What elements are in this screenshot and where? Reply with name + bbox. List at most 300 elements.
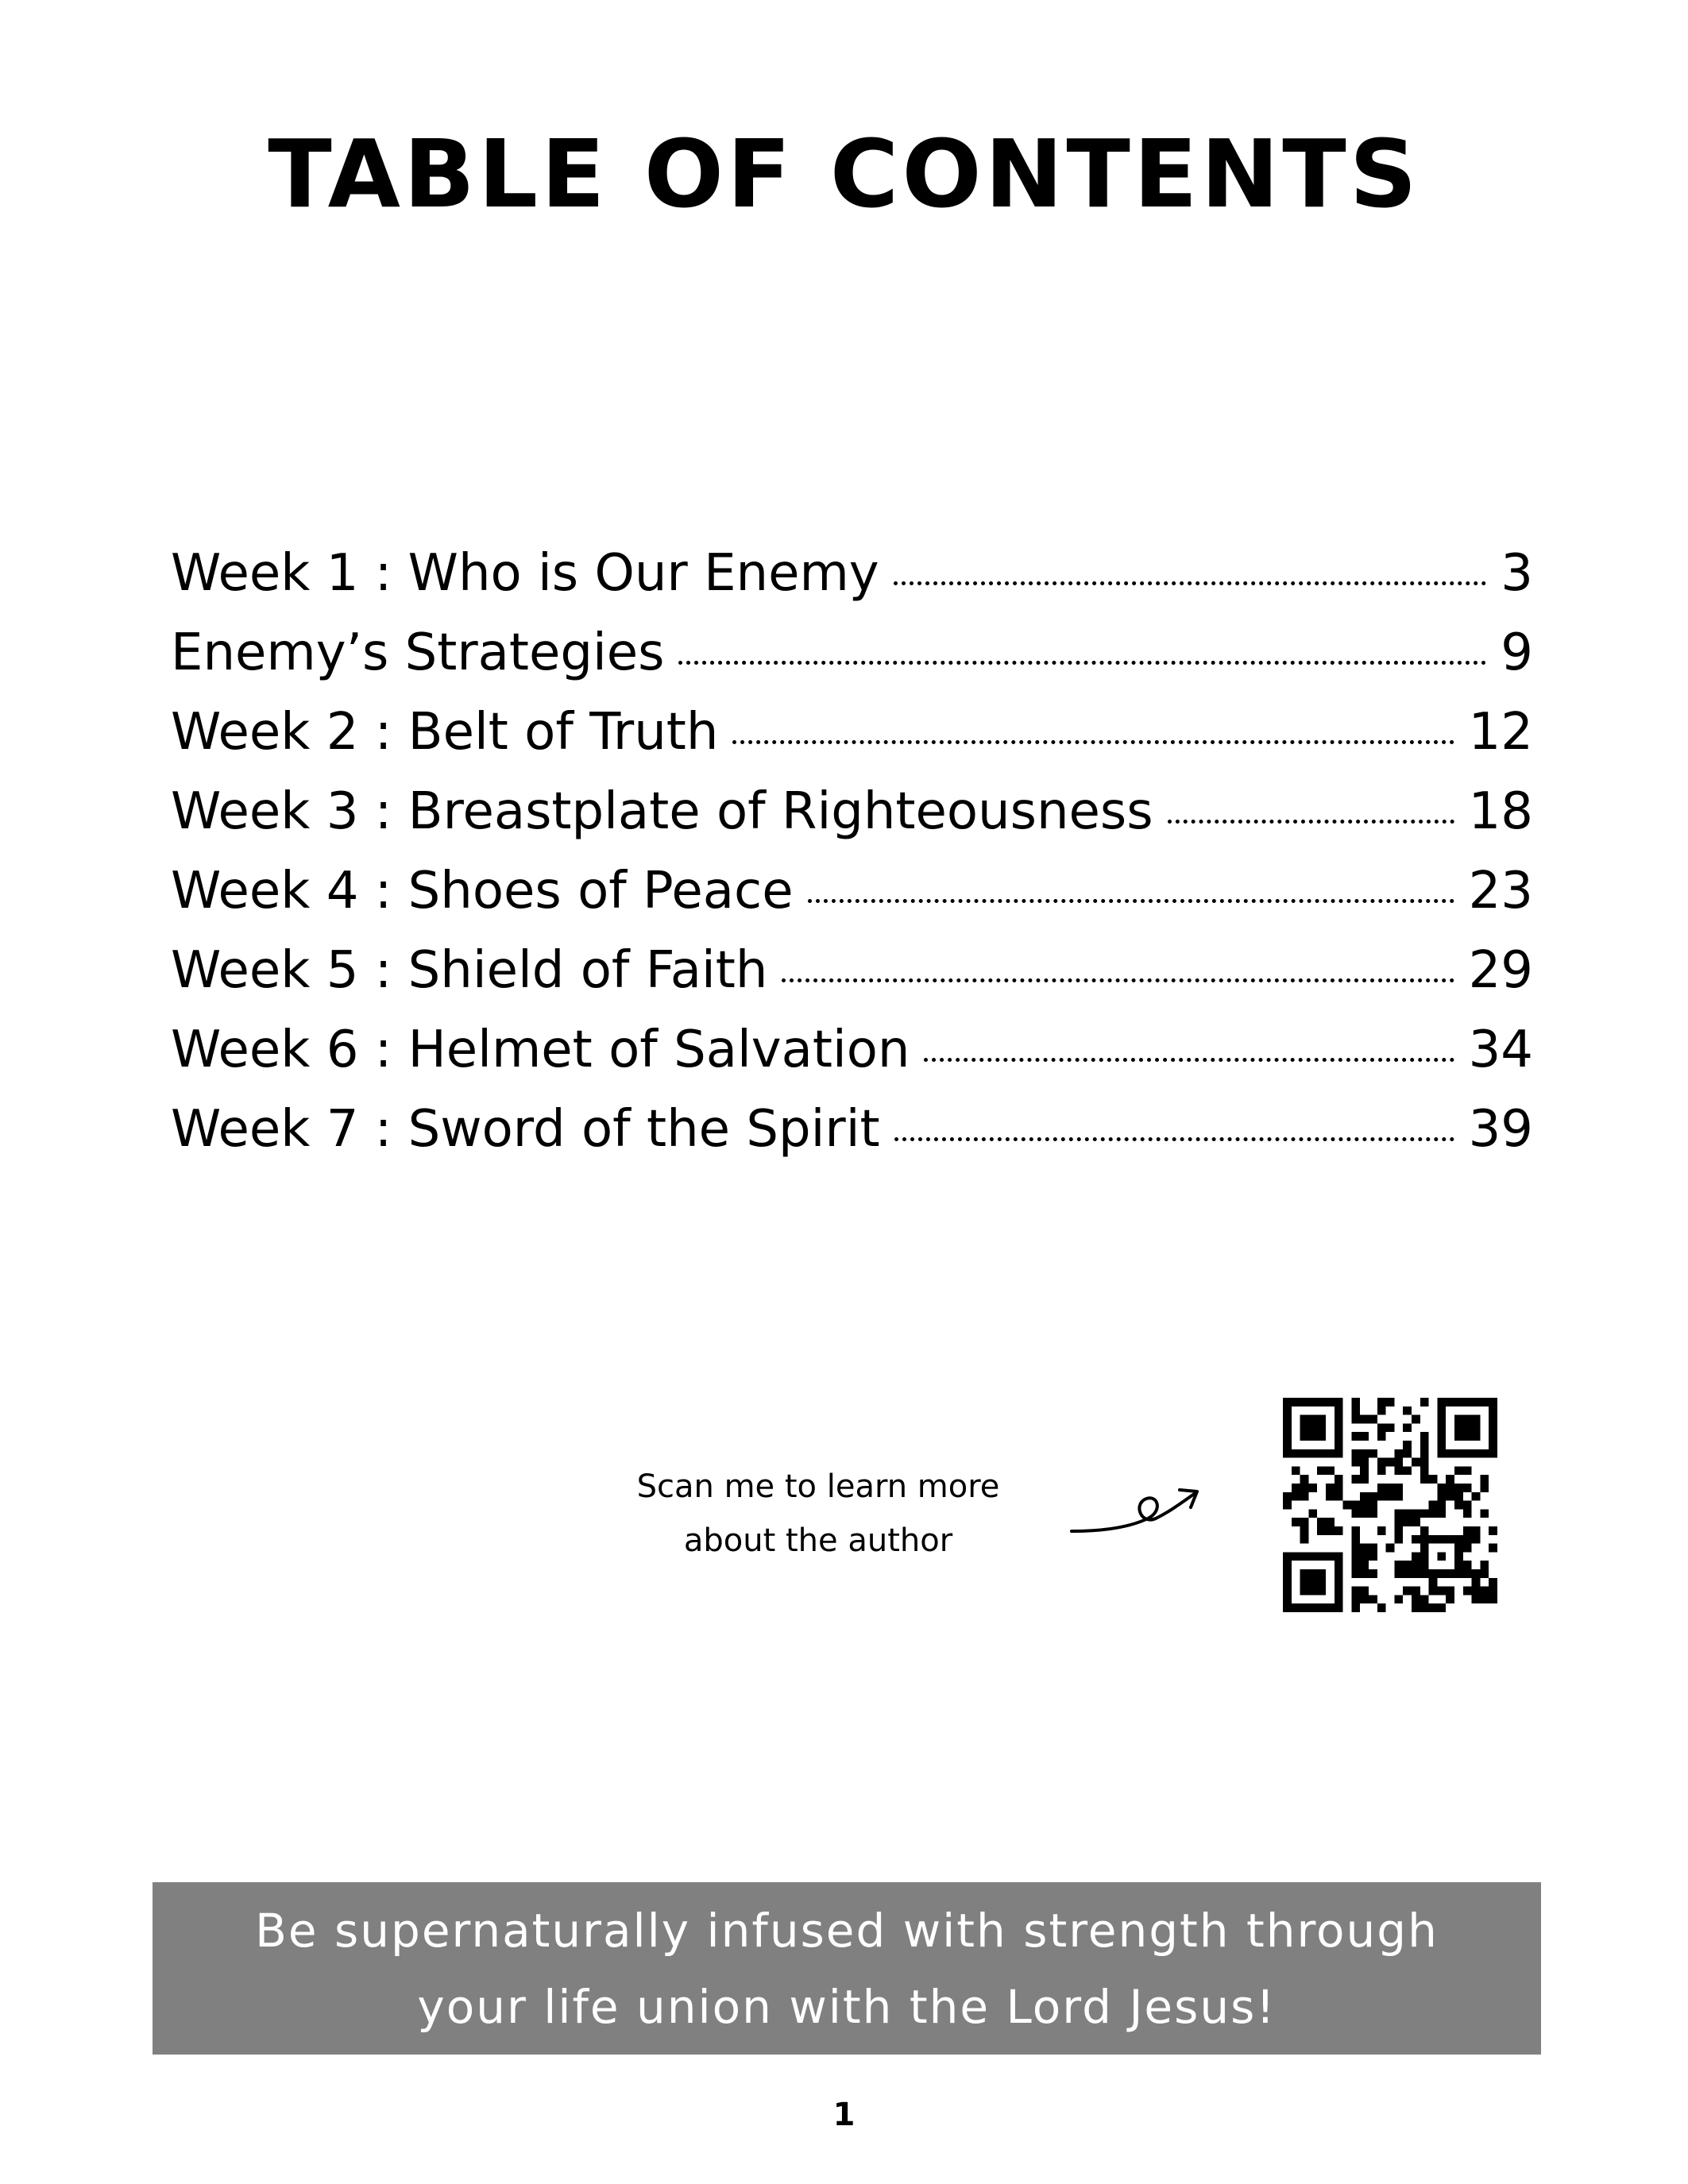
qr-module (1412, 1509, 1420, 1518)
qr-module (1472, 1587, 1481, 1596)
qr-module (1308, 1415, 1317, 1424)
qr-module (1377, 1603, 1386, 1612)
qr-module (1283, 1603, 1292, 1612)
qr-module (1420, 1458, 1429, 1467)
qr-module (1351, 1561, 1360, 1569)
qr-module (1454, 1432, 1463, 1441)
banner-line-1: Be supernaturally infused with strength through (255, 1903, 1439, 1958)
page-title: TABLE OF CONTENTS (268, 119, 1420, 229)
qr-module (1463, 1535, 1472, 1544)
qr-module (1472, 1432, 1481, 1441)
qr-module (1437, 1398, 1446, 1406)
qr-module (1308, 1449, 1317, 1458)
qr-module (1463, 1423, 1472, 1432)
toc-entry[interactable] (171, 534, 1533, 613)
qr-module (1300, 1603, 1309, 1612)
qr-module (1335, 1561, 1343, 1569)
qr-module (1472, 1449, 1481, 1458)
scan-caption (604, 1460, 1033, 1568)
toc-entry-label: Week 3 : Breastplate of Righteousness (171, 782, 1153, 841)
qr-module (1377, 1484, 1386, 1492)
qr-module (1472, 1398, 1481, 1406)
qr-module (1437, 1423, 1446, 1432)
qr-module (1446, 1587, 1454, 1596)
qr-module (1412, 1603, 1420, 1612)
qr-module (1437, 1552, 1446, 1561)
qr-module (1283, 1423, 1292, 1432)
qr-module (1351, 1509, 1360, 1518)
qr-module (1420, 1466, 1429, 1475)
qr-module (1377, 1458, 1386, 1467)
qr-module (1317, 1415, 1326, 1424)
qr-module (1317, 1569, 1326, 1578)
qr-module (1283, 1492, 1292, 1501)
qr-module (1437, 1441, 1446, 1449)
qr-module (1420, 1535, 1429, 1544)
qr-module (1429, 1587, 1438, 1596)
qr-module (1446, 1475, 1454, 1484)
qr-module (1300, 1423, 1309, 1432)
qr-module (1394, 1492, 1403, 1501)
qr-module (1283, 1587, 1292, 1596)
qr-module (1472, 1569, 1481, 1578)
qr-module (1351, 1475, 1360, 1484)
qr-module (1480, 1509, 1489, 1518)
dot-leader (678, 661, 1486, 665)
qr-module (1308, 1578, 1317, 1587)
qr-module (1292, 1398, 1300, 1406)
qr-module (1446, 1535, 1454, 1544)
qr-module (1463, 1509, 1472, 1518)
qr-module (1308, 1423, 1317, 1432)
qr-module (1394, 1569, 1403, 1578)
banner-line-2: your life union with the Lord Jesus! (417, 1979, 1277, 2034)
qr-module (1403, 1406, 1412, 1415)
qr-module (1489, 1432, 1497, 1441)
qr-module (1335, 1595, 1343, 1603)
dot-leader (1168, 820, 1454, 824)
qr-module (1403, 1569, 1412, 1578)
qr-module (1480, 1561, 1489, 1569)
qr-module (1351, 1526, 1360, 1535)
qr-module (1377, 1492, 1386, 1501)
qr-module (1308, 1398, 1317, 1406)
qr-module (1335, 1441, 1343, 1449)
qr-module (1420, 1432, 1429, 1441)
qr-module (1308, 1569, 1317, 1578)
qr-module (1420, 1603, 1429, 1612)
qr-module (1437, 1415, 1446, 1424)
toc-entry[interactable] (171, 772, 1533, 851)
qr-module (1489, 1449, 1497, 1458)
qr-module (1394, 1458, 1403, 1467)
qr-module (1420, 1441, 1429, 1449)
qr-module (1317, 1552, 1326, 1561)
qr-module (1429, 1535, 1438, 1544)
qr-module (1489, 1526, 1497, 1535)
toc-entry-label: Week 1 : Who is Our Enemy (171, 544, 879, 603)
scan-caption-line-2: about the author (683, 1522, 953, 1559)
qr-module (1360, 1501, 1369, 1510)
qr-module (1463, 1544, 1472, 1553)
qr-module (1386, 1484, 1395, 1492)
qr-module (1360, 1544, 1369, 1553)
page-number: 1 (832, 2097, 856, 2133)
qr-module (1454, 1449, 1463, 1458)
qr-module (1394, 1484, 1403, 1492)
qr-module (1446, 1398, 1454, 1406)
qr-module (1420, 1552, 1429, 1561)
qr-module (1300, 1449, 1309, 1458)
qr-module (1335, 1492, 1343, 1501)
qr-module (1317, 1526, 1326, 1535)
qr-module (1386, 1492, 1395, 1501)
qr-module (1351, 1501, 1360, 1510)
qr-module (1403, 1518, 1412, 1526)
qr-module (1412, 1415, 1420, 1424)
qr-module (1283, 1561, 1292, 1569)
qr-module (1437, 1406, 1446, 1415)
qr-module (1335, 1432, 1343, 1441)
qr-module (1463, 1587, 1472, 1596)
qr-module (1454, 1484, 1463, 1492)
dot-leader (894, 1137, 1454, 1141)
qr-module (1480, 1484, 1489, 1492)
toc-entry[interactable] (171, 931, 1533, 1010)
qr-module (1351, 1587, 1360, 1596)
qr-module (1463, 1466, 1472, 1475)
qr-module (1480, 1398, 1489, 1406)
toc-entry[interactable] (171, 693, 1533, 772)
toc-entry-label: Week 5 : Shield of Faith (171, 941, 768, 1000)
qr-module (1377, 1526, 1386, 1535)
qr-module (1454, 1544, 1463, 1553)
qr-module (1369, 1569, 1377, 1578)
qr-module (1360, 1595, 1369, 1603)
motto-banner (153, 1882, 1541, 2055)
qr-module (1360, 1449, 1369, 1458)
qr-module (1489, 1423, 1497, 1432)
qr-module (1429, 1501, 1438, 1510)
toc-entry[interactable] (171, 613, 1533, 693)
qr-module (1317, 1587, 1326, 1596)
qr-module (1463, 1398, 1472, 1406)
qr-module (1308, 1432, 1317, 1441)
qr-module (1326, 1518, 1335, 1526)
qr-module (1463, 1432, 1472, 1441)
qr-module (1283, 1449, 1292, 1458)
qr-module (1317, 1603, 1326, 1612)
qr-module (1300, 1484, 1309, 1492)
qr-module (1308, 1509, 1317, 1518)
toc-entry-label: Week 4 : Shoes of Peace (171, 862, 794, 920)
qr-module (1369, 1492, 1377, 1501)
qr-module (1317, 1466, 1326, 1475)
toc-entry-label: Enemy’s Strategies (171, 623, 665, 682)
qr-module (1283, 1415, 1292, 1424)
qr-module (1429, 1509, 1438, 1518)
qr-module (1489, 1587, 1497, 1596)
qr-module (1308, 1484, 1317, 1492)
qr-module (1360, 1492, 1369, 1501)
qr-module (1489, 1441, 1497, 1449)
qr-module (1351, 1544, 1360, 1553)
qr-module (1489, 1398, 1497, 1406)
qr-module (1480, 1475, 1489, 1484)
qr-module (1463, 1484, 1472, 1492)
toc-entry-page: 12 (1468, 703, 1533, 762)
qr-module (1300, 1415, 1309, 1424)
qr-module (1351, 1569, 1360, 1578)
qr-module (1283, 1595, 1292, 1603)
qr-module (1369, 1595, 1377, 1603)
qr-module (1300, 1587, 1309, 1596)
qr-module (1308, 1552, 1317, 1561)
qr-module (1394, 1535, 1403, 1544)
qr-module (1386, 1458, 1395, 1467)
qr-module (1283, 1432, 1292, 1441)
qr-module (1283, 1552, 1292, 1561)
toc-entry-label: Week 7 : Sword of the Spirit (171, 1100, 880, 1159)
qr-module (1429, 1578, 1438, 1587)
qr-module (1300, 1569, 1309, 1578)
qr-module (1300, 1552, 1309, 1561)
toc-entry-label: Week 2 : Belt of Truth (171, 703, 719, 762)
qr-module (1335, 1423, 1343, 1432)
qr-module (1335, 1587, 1343, 1596)
toc-entry[interactable] (171, 1090, 1533, 1169)
qr-module (1351, 1603, 1360, 1612)
qr-module (1300, 1526, 1309, 1535)
qr-module (1412, 1587, 1420, 1596)
qr-module (1463, 1561, 1472, 1569)
qr-module (1351, 1449, 1360, 1458)
qr-module (1472, 1492, 1481, 1501)
qr-module (1463, 1501, 1472, 1510)
qr-module (1360, 1561, 1369, 1569)
qr-module (1403, 1449, 1412, 1458)
qr-module (1489, 1544, 1497, 1553)
qr-module (1351, 1458, 1360, 1467)
qr-module (1360, 1475, 1369, 1484)
qr-module (1437, 1569, 1446, 1578)
qr-module (1437, 1501, 1446, 1510)
qr-module (1454, 1423, 1463, 1432)
qr-module (1326, 1466, 1335, 1475)
qr-module (1480, 1449, 1489, 1458)
qr-module (1377, 1398, 1386, 1406)
qr-module (1283, 1441, 1292, 1449)
qr-module (1394, 1466, 1403, 1475)
qr-module (1326, 1449, 1335, 1458)
qr-module (1335, 1526, 1343, 1535)
qr-module (1300, 1398, 1309, 1406)
qr-module (1420, 1475, 1429, 1484)
qr-module (1437, 1509, 1446, 1518)
qr-module (1351, 1398, 1360, 1406)
qr-module (1335, 1406, 1343, 1415)
qr-module (1394, 1526, 1403, 1535)
qr-module (1335, 1475, 1343, 1484)
qr-module (1463, 1449, 1472, 1458)
qr-module (1300, 1578, 1309, 1587)
qr-module (1360, 1432, 1369, 1441)
qr-module (1283, 1398, 1292, 1406)
qr-module (1386, 1544, 1395, 1553)
toc-entry[interactable] (171, 851, 1533, 931)
qr-module (1463, 1569, 1472, 1578)
qr-module (1394, 1509, 1403, 1518)
qr-module (1369, 1415, 1377, 1424)
qr-module (1454, 1561, 1463, 1569)
qr-module (1360, 1415, 1369, 1424)
qr-module (1292, 1552, 1300, 1561)
qr-module (1369, 1552, 1377, 1561)
hand-drawn-arrow-icon (1068, 1469, 1207, 1541)
qr-module (1446, 1595, 1454, 1603)
qr-module (1454, 1415, 1463, 1424)
toc-entry-label: Week 6 : Helmet of Salvation (171, 1021, 910, 1079)
qr-module (1489, 1415, 1497, 1424)
qr-module (1283, 1406, 1292, 1415)
qr-module (1317, 1432, 1326, 1441)
qr-module (1463, 1526, 1472, 1535)
qr-module (1420, 1569, 1429, 1578)
qr-module (1360, 1552, 1369, 1561)
qr-module (1360, 1569, 1369, 1578)
qr-module (1317, 1423, 1326, 1432)
qr-module (1369, 1509, 1377, 1518)
qr-module (1472, 1526, 1481, 1535)
qr-module (1489, 1595, 1497, 1603)
qr-module (1317, 1398, 1326, 1406)
qr-module (1412, 1552, 1420, 1561)
qr-module (1308, 1603, 1317, 1612)
qr-module (1437, 1449, 1446, 1458)
qr-module (1437, 1535, 1446, 1544)
qr-module (1377, 1432, 1386, 1441)
qr-module (1300, 1432, 1309, 1441)
qr-module (1335, 1578, 1343, 1587)
qr-module (1412, 1569, 1420, 1578)
qr-module (1326, 1398, 1335, 1406)
qr-module (1403, 1466, 1412, 1475)
qr-module (1394, 1449, 1403, 1458)
qr-module (1335, 1398, 1343, 1406)
qr-module (1335, 1484, 1343, 1492)
qr-module (1394, 1518, 1403, 1526)
qr-module (1472, 1415, 1481, 1424)
qr-module (1394, 1595, 1403, 1603)
qr-module (1403, 1423, 1412, 1432)
qr-module (1369, 1449, 1377, 1458)
qr-module (1420, 1544, 1429, 1553)
qr-module (1335, 1415, 1343, 1424)
qr-module (1454, 1492, 1463, 1501)
dot-leader (732, 740, 1454, 744)
qr-module (1300, 1492, 1309, 1501)
qr-module (1386, 1398, 1395, 1406)
qr-module (1326, 1484, 1335, 1492)
qr-module (1463, 1415, 1472, 1424)
qr-module (1429, 1475, 1438, 1484)
qr-module (1335, 1569, 1343, 1578)
qr-module (1326, 1492, 1335, 1501)
qr-module (1292, 1603, 1300, 1612)
qr-module (1308, 1587, 1317, 1596)
qr-module (1420, 1398, 1429, 1406)
qr-module (1335, 1552, 1343, 1561)
qr-module (1412, 1518, 1420, 1526)
qr-module (1360, 1509, 1369, 1518)
dot-leader (924, 1058, 1454, 1062)
qr-module (1369, 1544, 1377, 1553)
qr-module (1420, 1595, 1429, 1603)
qr-module (1360, 1587, 1369, 1596)
qr-module (1472, 1578, 1481, 1587)
qr-module (1489, 1578, 1497, 1587)
qr-module (1377, 1466, 1386, 1475)
toc-entry-page: 9 (1501, 623, 1533, 682)
qr-module (1489, 1406, 1497, 1415)
qr-module (1480, 1569, 1489, 1578)
qr-module (1437, 1603, 1446, 1612)
qr-module (1351, 1552, 1360, 1561)
qr-module (1360, 1466, 1369, 1475)
qr-module (1292, 1492, 1300, 1501)
qr-module (1283, 1578, 1292, 1587)
qr-module (1343, 1501, 1352, 1510)
qr-module (1403, 1441, 1412, 1449)
toc-entry-page: 23 (1468, 862, 1533, 920)
toc-entry-page: 34 (1468, 1021, 1533, 1079)
qr-module (1454, 1552, 1463, 1561)
qr-module (1351, 1432, 1360, 1441)
qr-module (1429, 1569, 1438, 1578)
qr-code[interactable] (1283, 1398, 1497, 1612)
qr-module (1292, 1449, 1300, 1458)
qr-module (1454, 1466, 1463, 1475)
qr-module (1472, 1535, 1481, 1544)
qr-module (1454, 1535, 1463, 1544)
qr-module (1420, 1526, 1429, 1535)
dot-leader (894, 581, 1487, 585)
qr-module (1283, 1501, 1292, 1510)
qr-module (1300, 1475, 1309, 1484)
qr-module (1351, 1535, 1360, 1544)
qr-module (1446, 1449, 1454, 1458)
qr-module (1412, 1458, 1420, 1467)
qr-module (1480, 1587, 1489, 1596)
qr-module (1351, 1415, 1360, 1424)
toc-entry-page: 3 (1501, 544, 1533, 603)
qr-module (1300, 1535, 1309, 1544)
qr-module (1317, 1518, 1326, 1526)
qr-module (1412, 1535, 1420, 1544)
qr-module (1317, 1578, 1326, 1587)
qr-module (1403, 1587, 1412, 1596)
qr-module (1429, 1603, 1438, 1612)
dot-leader (782, 978, 1454, 982)
qr-module (1420, 1561, 1429, 1569)
qr-module (1377, 1423, 1386, 1432)
qr-module (1446, 1569, 1454, 1578)
qr-module (1437, 1492, 1446, 1501)
qr-module (1472, 1595, 1481, 1603)
qr-module (1437, 1484, 1446, 1492)
toc-entry[interactable] (171, 1010, 1533, 1090)
qr-module (1403, 1509, 1412, 1518)
